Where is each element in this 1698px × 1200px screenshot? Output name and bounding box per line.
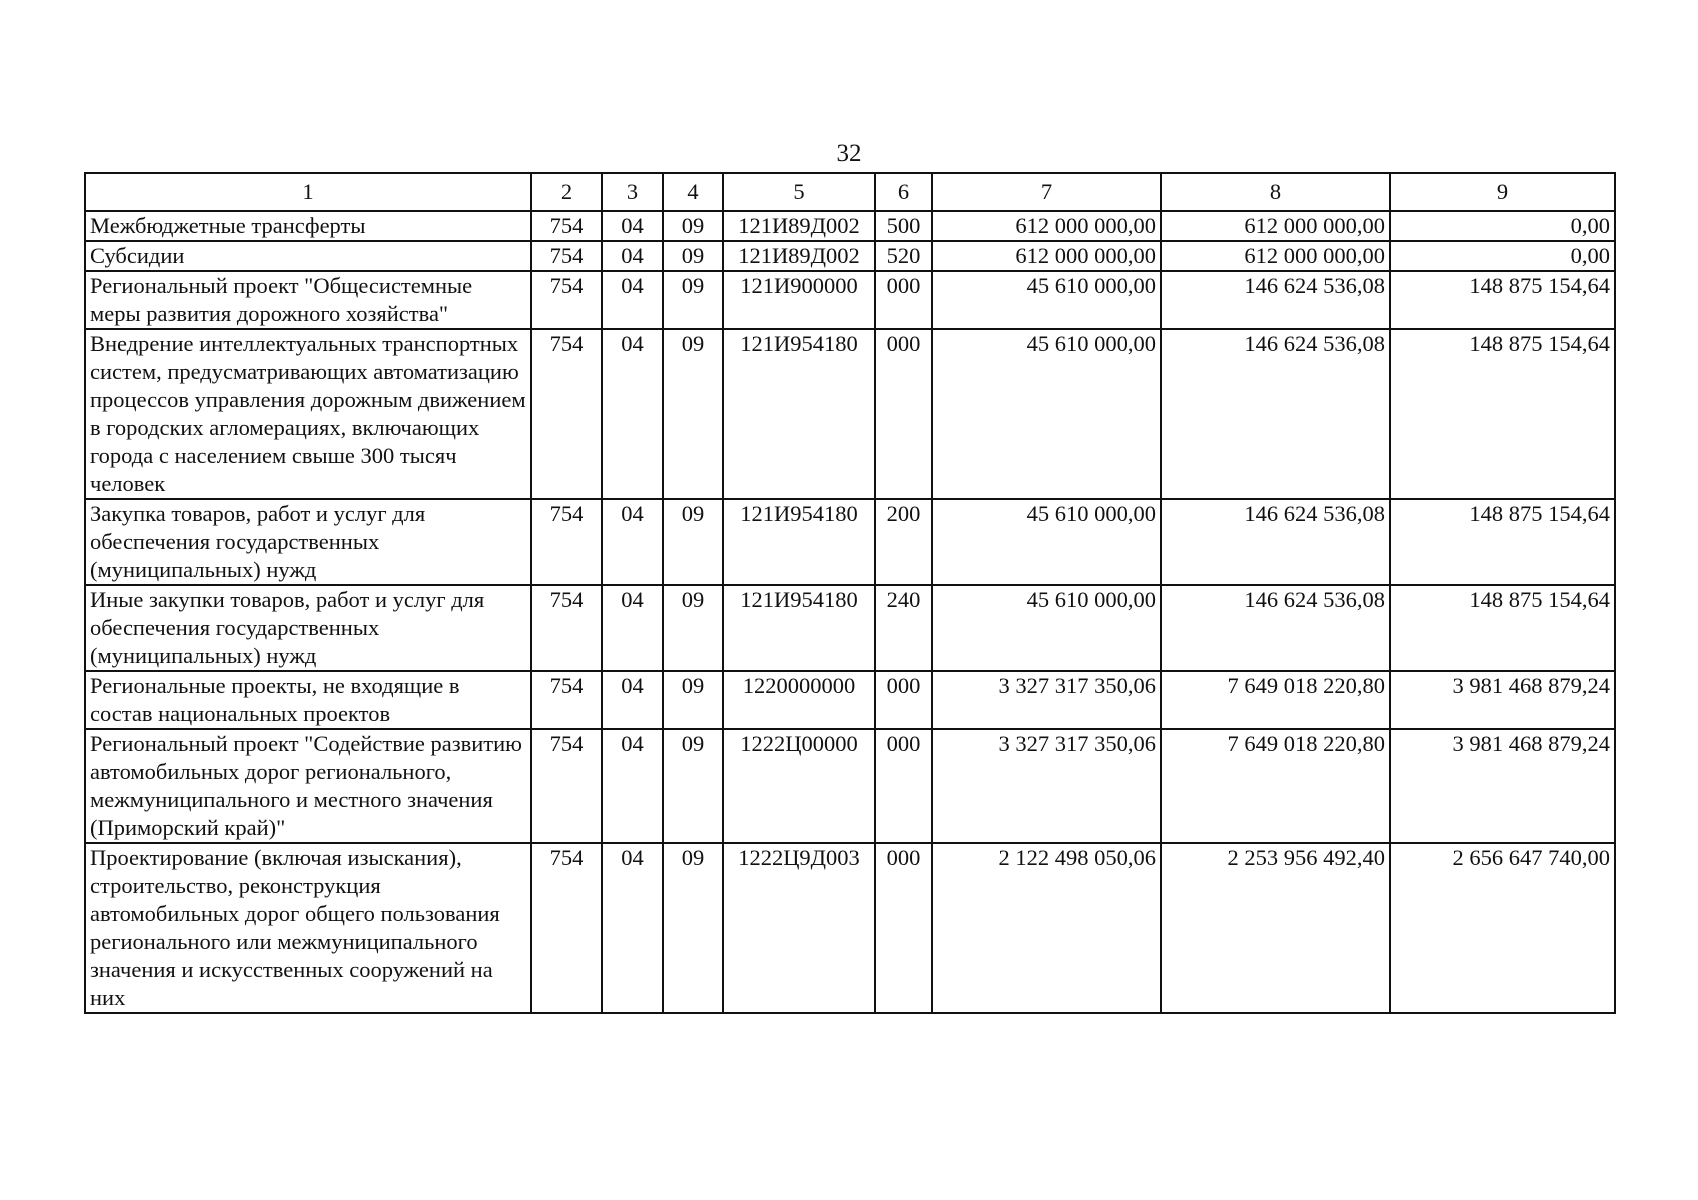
cell-target-article: 121И900000 <box>723 271 875 329</box>
cell-amount-col9: 3 981 468 879,24 <box>1390 671 1615 729</box>
cell-amount-col7: 3 327 317 350,06 <box>932 729 1161 843</box>
column-header: 2 <box>531 173 602 211</box>
cell-subsection-code: 09 <box>663 843 723 1013</box>
row-name: Региональный проект "Общесистемные меры развития дорожного хозяйства" <box>85 271 531 329</box>
row-name: Проектирование (включая изыскания), строительство, реконструкция автомобильных дорог общего пользования регионального или межмуниципального значения и искусственных сооружений на них <box>85 843 531 1013</box>
cell-expense-type: 000 <box>875 729 932 843</box>
column-header: 3 <box>602 173 663 211</box>
cell-target-article: 121И954180 <box>723 499 875 585</box>
cell-subsection-code: 09 <box>663 671 723 729</box>
cell-amount-col7: 612 000 000,00 <box>932 211 1161 241</box>
column-header: 1 <box>85 173 531 211</box>
cell-target-article: 1222Ц9Д003 <box>723 843 875 1013</box>
table-body <box>85 211 1615 1013</box>
cell-amount-col9: 0,00 <box>1390 211 1615 241</box>
cell-subsection-code: 09 <box>663 271 723 329</box>
table-row <box>85 671 1615 729</box>
cell-amount-col8: 612 000 000,00 <box>1161 211 1390 241</box>
cell-section-code: 04 <box>602 329 663 499</box>
cell-target-article: 1220000000 <box>723 671 875 729</box>
row-name: Иные закупки товаров, работ и услуг для обеспечения государственных (муниципальных) нужд <box>85 585 531 671</box>
cell-section-code: 04 <box>602 585 663 671</box>
cell-ministry-code: 754 <box>531 585 602 671</box>
cell-amount-col9: 148 875 154,64 <box>1390 499 1615 585</box>
cell-target-article: 121И89Д002 <box>723 241 875 271</box>
cell-amount-col9: 0,00 <box>1390 241 1615 271</box>
column-header: 8 <box>1161 173 1390 211</box>
cell-amount-col8: 146 624 536,08 <box>1161 585 1390 671</box>
cell-subsection-code: 09 <box>663 499 723 585</box>
row-name: Межбюджетные трансферты <box>85 211 531 241</box>
column-header: 9 <box>1390 173 1615 211</box>
cell-amount-col7: 45 610 000,00 <box>932 585 1161 671</box>
table-row <box>85 843 1615 1013</box>
table-row <box>85 499 1615 585</box>
cell-amount-col9: 148 875 154,64 <box>1390 271 1615 329</box>
cell-expense-type: 520 <box>875 241 932 271</box>
cell-subsection-code: 09 <box>663 329 723 499</box>
cell-ministry-code: 754 <box>531 729 602 843</box>
table-row <box>85 241 1615 271</box>
cell-target-article: 1222Ц00000 <box>723 729 875 843</box>
table-row <box>85 585 1615 671</box>
cell-subsection-code: 09 <box>663 241 723 271</box>
page-number: 32 <box>836 140 862 167</box>
row-name: Региональный проект "Содействие развитию автомобильных дорог регионального, межмуниципального и местного значения (Приморский край)" <box>85 729 531 843</box>
cell-expense-type: 000 <box>875 329 932 499</box>
cell-ministry-code: 754 <box>531 271 602 329</box>
cell-amount-col8: 7 649 018 220,80 <box>1161 671 1390 729</box>
column-header: 7 <box>932 173 1161 211</box>
table-row <box>85 271 1615 329</box>
cell-ministry-code: 754 <box>531 499 602 585</box>
cell-expense-type: 000 <box>875 843 932 1013</box>
cell-section-code: 04 <box>602 729 663 843</box>
cell-amount-col8: 2 253 956 492,40 <box>1161 843 1390 1013</box>
header-row <box>85 173 1615 211</box>
cell-expense-type: 000 <box>875 271 932 329</box>
cell-amount-col9: 148 875 154,64 <box>1390 585 1615 671</box>
cell-amount-col7: 612 000 000,00 <box>932 241 1161 271</box>
cell-amount-col9: 3 981 468 879,24 <box>1390 729 1615 843</box>
cell-expense-type: 500 <box>875 211 932 241</box>
cell-ministry-code: 754 <box>531 671 602 729</box>
cell-amount-col7: 45 610 000,00 <box>932 499 1161 585</box>
cell-section-code: 04 <box>602 271 663 329</box>
cell-section-code: 04 <box>602 499 663 585</box>
cell-ministry-code: 754 <box>531 329 602 499</box>
row-name: Внедрение интеллектуальных транспортных систем, предусматривающих автоматизацию процессов управления дорожным движением в городских агломерациях, включающих города с населением свыше 300 тысяч человек <box>85 329 531 499</box>
cell-expense-type: 200 <box>875 499 932 585</box>
cell-target-article: 121И954180 <box>723 329 875 499</box>
column-header: 5 <box>723 173 875 211</box>
budget-table <box>84 172 1616 1014</box>
cell-section-code: 04 <box>602 671 663 729</box>
cell-section-code: 04 <box>602 211 663 241</box>
cell-expense-type: 000 <box>875 671 932 729</box>
column-header: 6 <box>875 173 932 211</box>
cell-amount-col7: 45 610 000,00 <box>932 329 1161 499</box>
cell-amount-col8: 146 624 536,08 <box>1161 499 1390 585</box>
cell-target-article: 121И954180 <box>723 585 875 671</box>
row-name: Закупка товаров, работ и услуг для обеспечения государственных (муниципальных) нужд <box>85 499 531 585</box>
cell-amount-col8: 7 649 018 220,80 <box>1161 729 1390 843</box>
cell-ministry-code: 754 <box>531 843 602 1013</box>
cell-ministry-code: 754 <box>531 241 602 271</box>
table-header <box>85 173 1615 211</box>
cell-target-article: 121И89Д002 <box>723 211 875 241</box>
cell-subsection-code: 09 <box>663 211 723 241</box>
table-row <box>85 211 1615 241</box>
column-header: 4 <box>663 173 723 211</box>
cell-section-code: 04 <box>602 843 663 1013</box>
table-row <box>85 329 1615 499</box>
cell-amount-col8: 146 624 536,08 <box>1161 271 1390 329</box>
cell-amount-col8: 146 624 536,08 <box>1161 329 1390 499</box>
cell-amount-col7: 3 327 317 350,06 <box>932 671 1161 729</box>
row-name: Региональные проекты, не входящие в состав национальных проектов <box>85 671 531 729</box>
cell-subsection-code: 09 <box>663 729 723 843</box>
table-row <box>85 729 1615 843</box>
cell-ministry-code: 754 <box>531 211 602 241</box>
cell-amount-col9: 148 875 154,64 <box>1390 329 1615 499</box>
cell-amount-col7: 45 610 000,00 <box>932 271 1161 329</box>
cell-section-code: 04 <box>602 241 663 271</box>
cell-expense-type: 240 <box>875 585 932 671</box>
cell-subsection-code: 09 <box>663 585 723 671</box>
cell-amount-col8: 612 000 000,00 <box>1161 241 1390 271</box>
row-name: Субсидии <box>85 241 531 271</box>
cell-amount-col9: 2 656 647 740,00 <box>1390 843 1615 1013</box>
cell-amount-col7: 2 122 498 050,06 <box>932 843 1161 1013</box>
